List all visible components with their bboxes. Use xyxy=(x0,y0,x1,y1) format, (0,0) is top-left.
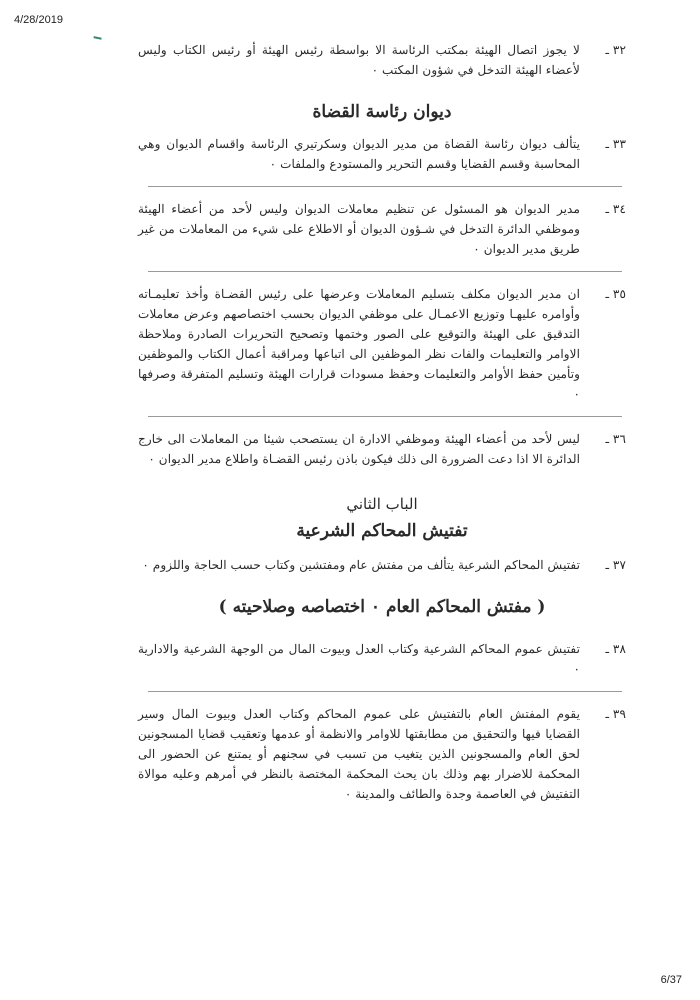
article-text: مدير الديوان هو المسئول عن تنظيم معاملات الديوان وليس لأحد من أعضاء الهيئة وموظفي الدائرة التدخل في شـؤون الديوان أو الاطلاع على شيء من المعاملات من غير طريق مدير الديوان ٠ xyxy=(138,202,580,256)
article-35 xyxy=(138,284,626,404)
print-date: 4/28/2019 xyxy=(14,14,63,26)
section-heading-chief-judges-office: ديوان رئاسة القضاة xyxy=(312,102,452,122)
article-text: ان مدير الديوان مكلف بتسليم المعاملات وعرضها على رئيس القضـاة وأخذ تعليمـاته وأوامره عليهـا وتوزيع الاعمـال على موظفي الديوان بحسب اختصاصهم وعرض معاملات التدقيق على الهيئة والتوقيع على الصور وختمها وتصحيح التحريرات الصادرة وملاحظة الاوامر والتعليمات والفات نظر الموظفين الى اتباعها ومراقبة أعمال الكتاب والموظفين وتأمين حفظ الأوامر والتعليمات وحفظ مسودات قرارات الهيئة وتسليم المتفرقة وصرفها ٠ xyxy=(138,287,580,401)
article-number: ٣٦ ـ xyxy=(605,432,626,446)
pen-tick-mark xyxy=(93,32,102,40)
article-36 xyxy=(138,429,626,469)
article-number: ٣٢ ـ xyxy=(605,43,626,57)
divider-line xyxy=(148,691,622,692)
page-indicator: 6/37 xyxy=(660,974,682,986)
article-32 xyxy=(138,40,626,80)
article-number: ٣٧ ـ xyxy=(605,558,626,572)
article-text: يقوم المفتش العام بالتفتيش على عموم المحاكم وكتاب العدل وبيوت المال وسير القضايا فيها والتحقيق من مطابقتها للاوامر والانظمة أو عدمها وتعقيب قضايا المسجونين لحق العام والمسجونين الذين يتغيب من تسبب في سجنهم أو يمتنع عن الحضور الى المحكمة للاضرار بهم وذلك بان يحث المحكمة المختصة بالنظر في أمرهم وعليه موالاة التفتيش في العاصمة وجدة والطائف والمدينة ٠ xyxy=(138,707,580,801)
article-34 xyxy=(138,199,626,259)
document-body xyxy=(138,40,626,816)
article-33 xyxy=(138,134,626,174)
article-text: لا يجوز اتصال الهيئة بمكتب الرئاسة الا بواسطة رئيس الهيئة أو رئيس الكتاب وليس لأعضاء الهيئة التدخل في شؤون المكتب ٠ xyxy=(138,43,580,77)
article-text: تفتيش المحاكم الشرعية يتألف من مفتش عام ومفتشين وكتاب حسب الحاجة واللزوم ٠ xyxy=(142,558,580,572)
divider-line xyxy=(148,186,622,187)
article-38 xyxy=(138,639,626,679)
article-number: ٣٥ ـ xyxy=(605,287,626,301)
article-text: تفتيش عموم المحاكم الشرعية وكتاب العدل وبيوت المال من الوجهة الشرعية والادارية ٠ xyxy=(138,642,580,676)
article-number: ٣٣ ـ xyxy=(605,137,626,151)
divider-line xyxy=(148,416,622,417)
divider-line xyxy=(148,271,622,272)
article-number: ٣٩ ـ xyxy=(605,707,626,721)
article-number: ٣٨ ـ xyxy=(605,642,626,656)
article-number: ٣٤ ـ xyxy=(605,202,626,216)
article-text: ليس لأحد من أعضاء الهيئة وموظفي الادارة ان يستصحب شيئا من المعاملات الى خارج الدائرة الا اذا دعت الضرورة الى ذلك فيكون باذن رئيس القضـاة واطلاع مدير الديوان ٠ xyxy=(138,432,580,466)
section-heading-court-inspection: تفتيش المحاكم الشرعية xyxy=(296,521,468,541)
article-37 xyxy=(138,555,626,575)
section-heading-general-inspector: ( مفتش المحاكم العام ٠ اختصاصه وصلاحيته ) xyxy=(218,597,546,617)
article-text: يتألف ديوان رئاسة القضاة من مدير الديوان وسكرتيري الرئاسة واقسام الديوان وهي المحاسبة وقسم القضايا وقسم التحرير والمستودع والملفات ٠ xyxy=(138,137,580,171)
part-two-heading: الباب الثاني xyxy=(346,495,418,513)
article-39 xyxy=(138,704,626,804)
